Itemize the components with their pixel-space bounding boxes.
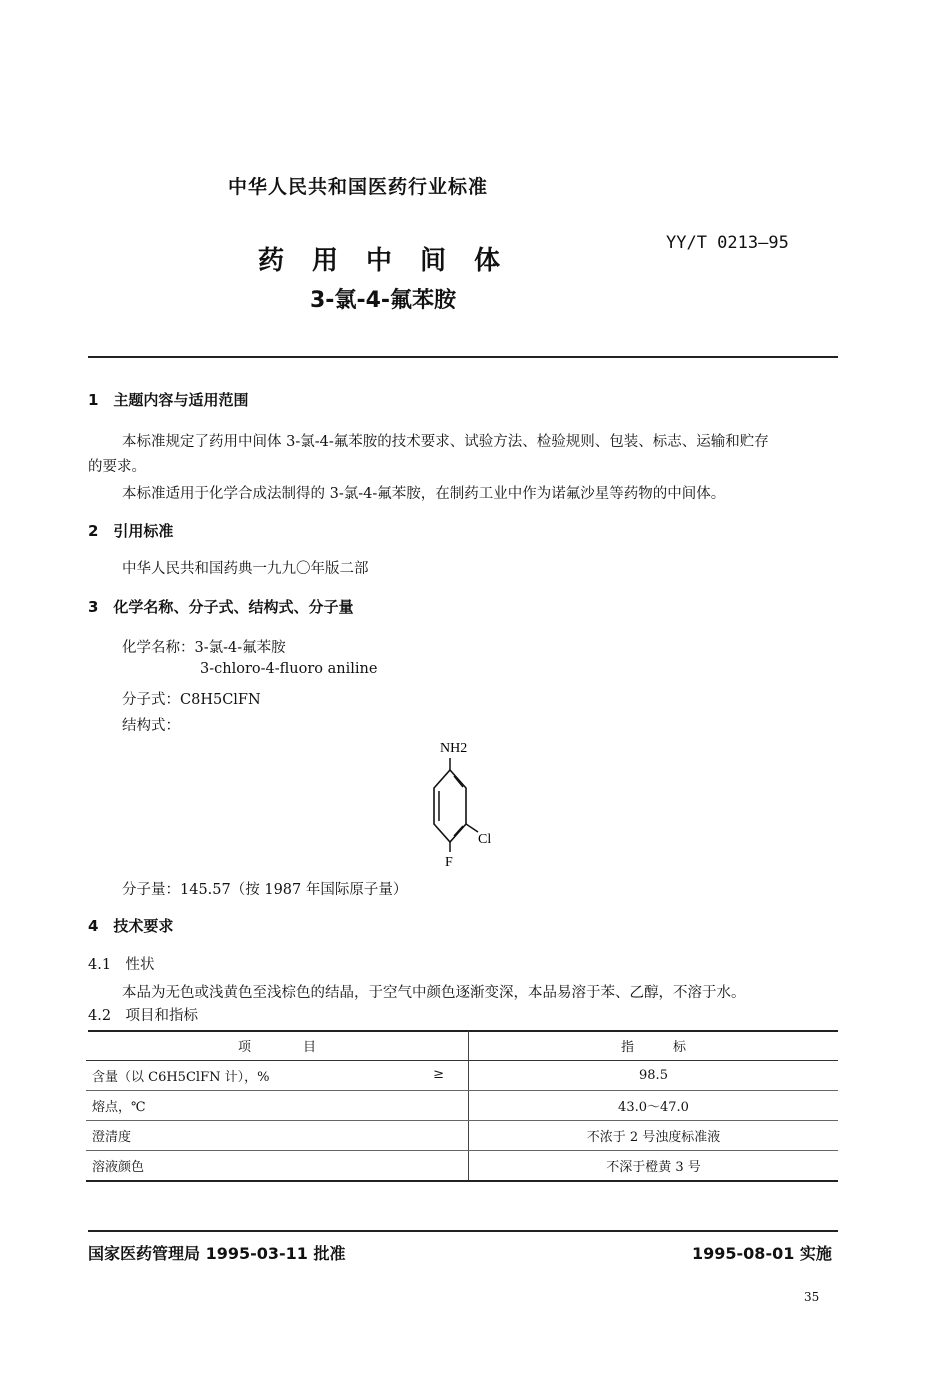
implementation-date: 1995-08-01 实施 (692, 1244, 832, 1263)
paragraph: 的要求。 (88, 459, 146, 475)
page-number: 35 (804, 1290, 820, 1304)
table-row (86, 1091, 838, 1121)
row-item-suffix: ≥ (433, 1067, 444, 1082)
f-label: F (445, 855, 453, 868)
cl-label: Cl (478, 832, 492, 847)
row-item (86, 1061, 469, 1091)
footer-divider (88, 1230, 838, 1232)
formula-label: 分子式： (122, 692, 180, 708)
row-item: 熔点，℃ (86, 1091, 469, 1121)
section-heading: 2 引用标准 (88, 522, 174, 540)
row-item: 澄清度 (86, 1121, 469, 1151)
paragraph: 本品为无色或浅黄色至浅棕色的结晶，于空气中颜色逐渐变深，本品易溶于苯、乙醇，不溶于水。 (122, 985, 746, 1001)
section-heading: 3 化学名称、分子式、结构式、分子量 (88, 598, 354, 616)
title-divider (88, 356, 838, 358)
approval-date: 国家医药管理局 1995-03-11 批准 (88, 1244, 346, 1263)
title-char: 间 (420, 246, 447, 276)
document-title-line2: 3-氯-4-氟苯胺 (310, 288, 457, 313)
industry-standard-header: 中华人民共和国医药行业标准 (228, 176, 489, 198)
table-row (86, 1151, 838, 1182)
row-value: 98.5 (469, 1061, 839, 1091)
nh2-label: NH2 (440, 741, 468, 756)
standard-number: YY/T 0213—95 (666, 233, 789, 253)
column-header-spec: 指 标 (469, 1031, 839, 1061)
paragraph: 本标准适用于化学合成法制得的 3-氯-4-氟苯胺，在制药工业中作为诺氟沙星等药物的中间体。 (122, 486, 726, 502)
section-heading: 1 主题内容与适用范围 (88, 391, 249, 409)
table-row (86, 1121, 838, 1151)
double-bond (454, 826, 463, 836)
row-item: 溶液颜色 (86, 1151, 469, 1182)
title-char: 用 (312, 246, 339, 276)
title-char: 体 (474, 246, 501, 276)
structure-label: 结构式： (122, 718, 180, 734)
document-title-line1 (258, 240, 528, 277)
double-bond (454, 776, 463, 787)
specification-table (86, 1031, 838, 1182)
paragraph: 本标准规定了药用中间体 3-氯-4-氟苯胺的技术要求、试验方法、检验规则、包装、标志、运输和贮存 (122, 434, 769, 450)
section-heading: 4 技术要求 (88, 917, 174, 935)
title-char: 中 (366, 246, 393, 276)
chlorine-bond (466, 824, 478, 832)
chemical-name-english: 3-chloro-4-fluoro aniline (200, 661, 378, 677)
chemical-name: 化学名称：3-氯-4-氟苯胺 (122, 640, 286, 656)
title-char: 药 (258, 246, 285, 276)
table-header-row (86, 1031, 838, 1061)
column-header-item: 项 目 (86, 1031, 469, 1061)
molecular-weight: 分子量：145.57（按 1987 年国际原子量） (122, 882, 408, 898)
reference-item: 中华人民共和国药典一九九〇年版二部 (122, 561, 369, 577)
subsection-heading: 4.1 性状 (88, 957, 155, 973)
row-value: 不深于橙黄 3 号 (469, 1151, 839, 1182)
structural-formula (410, 736, 520, 868)
row-value: 43.0～47.0 (469, 1091, 839, 1121)
molecular-formula (122, 688, 261, 709)
row-value: 不浓于 2 号浊度标准液 (469, 1121, 839, 1151)
table-row (86, 1061, 838, 1091)
formula-value: C8H5ClFN (180, 692, 261, 708)
subsection-heading: 4.2 项目和指标 (88, 1008, 199, 1024)
row-item-text: 含量（以 C6H5ClFN 计），% (92, 1070, 270, 1085)
